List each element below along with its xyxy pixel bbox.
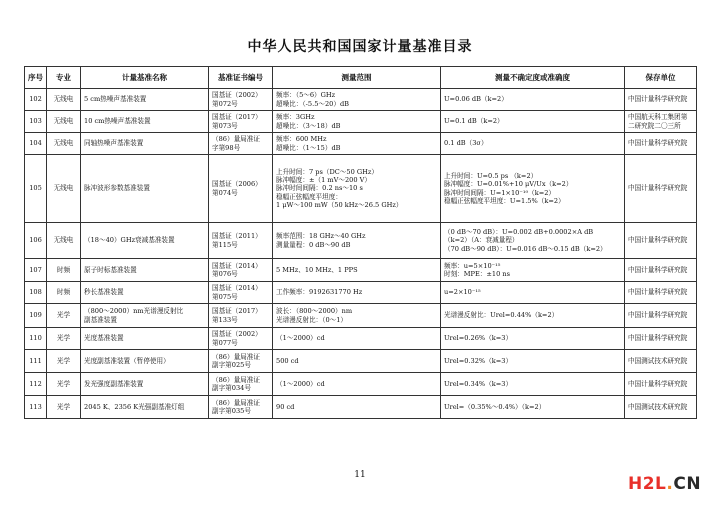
cell-unit: 中国航天科工集团第 二研究院二〇三所 — [625, 111, 697, 133]
table-row — [25, 396, 697, 419]
cell-uncertainty: 上升时间：U=0.5 ps （k=2） 脉冲幅度：U=0.01%+10 μV/Ux（k=2） 脉冲时间间隔：U=1×10⁻¹⁰（k=2） 稳幅正弦幅度平坦度：U=1.5%（k=2） — [441, 155, 625, 223]
cell-cert: （86）量局准证 副字第035号 — [209, 396, 273, 419]
column-header: 序号 — [25, 67, 47, 89]
cell-field: 光学 — [47, 304, 81, 328]
watermark-logo — [628, 474, 701, 494]
cell-field: 光学 — [47, 373, 81, 396]
cell-range: （1～2000）cd — [273, 328, 441, 350]
cell-unit: 中国计量科学研究院 — [625, 328, 697, 350]
cell-range: 频率：600 MHz 超噪比：（1～15）dB — [273, 133, 441, 155]
cell-uncertainty: 0.1 dB（3σ） — [441, 133, 625, 155]
cell-name: 同轴热噪声基准装置 — [81, 133, 209, 155]
cell-range: （1～2000）cd — [273, 373, 441, 396]
cell-uncertainty: Urel=0.34%（k=3） — [441, 373, 625, 396]
watermark-text: H2L — [628, 474, 667, 494]
column-header: 专业 — [47, 67, 81, 89]
cell-uncertainty: u=2×10⁻¹⁵ — [441, 282, 625, 304]
cell-uncertainty: U=0.1 dB（k=2） — [441, 111, 625, 133]
table-row — [25, 223, 697, 259]
cell-field: 时频 — [47, 259, 81, 282]
cell-unit: 中国测试技术研究院 — [625, 396, 697, 419]
cell-cert: 国基证（2006） 第074号 — [209, 155, 273, 223]
cell-no: 111 — [25, 350, 47, 373]
cell-field: 无线电 — [47, 155, 81, 223]
cell-unit: 中国测试技术研究院 — [625, 350, 697, 373]
cell-name: 光度副基准装置（暂停使用） — [81, 350, 209, 373]
cell-cert: （86）量局准证 字第98号 — [209, 133, 273, 155]
cell-unit: 中国计量科学研究院 — [625, 133, 697, 155]
cell-cert: 国基证（2011） 第115号 — [209, 223, 273, 259]
cell-field: 无线电 — [47, 133, 81, 155]
cell-no: 104 — [25, 133, 47, 155]
cell-name: （800～2000）nm光谱漫反射比 副基准装置 — [81, 304, 209, 328]
watermark-domain: CN — [673, 474, 702, 494]
column-header: 基准证书编号 — [209, 67, 273, 89]
cell-uncertainty: Urel=0.32%（k=3） — [441, 350, 625, 373]
cell-unit: 中国计量科学研究院 — [625, 259, 697, 282]
cell-cert: 国基证（2014） 第075号 — [209, 282, 273, 304]
cell-field: 时频 — [47, 282, 81, 304]
cell-unit: 中国计量科学研究院 — [625, 304, 697, 328]
cell-no: 110 — [25, 328, 47, 350]
cell-unit: 中国计量科学研究院 — [625, 155, 697, 223]
standards-table — [24, 66, 697, 419]
cell-no: 106 — [25, 223, 47, 259]
cell-cert: （86）量局准证 副字第034号 — [209, 373, 273, 396]
cell-name: 脉冲波形参数基准装置 — [81, 155, 209, 223]
page-title: 中华人民共和国国家计量基准目录 — [247, 39, 473, 55]
cell-field: 无线电 — [47, 223, 81, 259]
cell-no: 103 — [25, 111, 47, 133]
cell-unit: 中国计量科学研究院 — [625, 373, 697, 396]
cell-range: 5 MHz、10 MHz、1 PPS — [273, 259, 441, 282]
cell-unit: 中国计量科学研究院 — [625, 223, 697, 259]
column-header: 保存单位 — [625, 67, 697, 89]
cell-range: 500 cd — [273, 350, 441, 373]
cell-cert: 国基证（2014） 第076号 — [209, 259, 273, 282]
table-row — [25, 328, 697, 350]
cell-range: 工作频率：9192631770 Hz — [273, 282, 441, 304]
column-header: 测量不确定度或准确度 — [441, 67, 625, 89]
cell-name: 10 cm热噪声基准装置 — [81, 111, 209, 133]
column-header: 计量基准名称 — [81, 67, 209, 89]
table-row — [25, 111, 697, 133]
table-row — [25, 133, 697, 155]
cell-cert: 国基证（2002） 第072号 — [209, 89, 273, 111]
cell-field: 光学 — [47, 328, 81, 350]
cell-name: 2045 K、2356 K光强副基准灯组 — [81, 396, 209, 419]
cell-name: 秒长基准装置 — [81, 282, 209, 304]
table-header-row — [25, 67, 697, 89]
cell-no: 109 — [25, 304, 47, 328]
table-row — [25, 155, 697, 223]
cell-cert: 国基证（2017） 第133号 — [209, 304, 273, 328]
cell-field: 无线电 — [47, 89, 81, 111]
table-row — [25, 282, 697, 304]
cell-range: 波长：（800～2000）nm 光谱漫反射比：（0～1） — [273, 304, 441, 328]
cell-cert: 国基证（2017） 第073号 — [209, 111, 273, 133]
page-number: 11 — [354, 470, 366, 480]
cell-range: 频率：（5～6）GHz 超噪比：（-5.5～20）dB — [273, 89, 441, 111]
cell-field: 无线电 — [47, 111, 81, 133]
cell-cert: 国基证（2002） 第077号 — [209, 328, 273, 350]
cell-name: 原子时标基准装置 — [81, 259, 209, 282]
cell-range: 上升时间：7 ps（DC～50 GHz） 脉冲幅度：±（1 mV～200 V） 脉冲时间间隔：0.2 ns～10 s 稳幅正弦幅度平坦度： 1 μW～100 mW（50 kHz～26.5 GHz） — [273, 155, 441, 223]
cell-uncertainty: Urel=0.26%（k=3） — [441, 328, 625, 350]
watermark-dot: . — [666, 474, 674, 494]
cell-uncertainty: 光谱漫反射比：Urel=0.44%（k=2） — [441, 304, 625, 328]
cell-no: 113 — [25, 396, 47, 419]
table-row — [25, 259, 697, 282]
cell-name: 光度基准装置 — [81, 328, 209, 350]
cell-no: 107 — [25, 259, 47, 282]
cell-uncertainty: 频率：u=5×10⁻¹⁵ 时刻：MPE：±10 ns — [441, 259, 625, 282]
table-row — [25, 373, 697, 396]
cell-unit: 中国计量科学研究院 — [625, 282, 697, 304]
column-header: 测量范围 — [273, 67, 441, 89]
cell-range: 频率：3GHz 超噪比：（3～18）dB — [273, 111, 441, 133]
cell-field: 光学 — [47, 396, 81, 419]
table-row — [25, 350, 697, 373]
cell-range: 90 cd — [273, 396, 441, 419]
cell-name: 5 cm热噪声基准装置 — [81, 89, 209, 111]
cell-no: 112 — [25, 373, 47, 396]
cell-no: 105 — [25, 155, 47, 223]
cell-field: 光学 — [47, 350, 81, 373]
cell-no: 108 — [25, 282, 47, 304]
table-row — [25, 89, 697, 111]
cell-no: 102 — [25, 89, 47, 111]
cell-cert: （86）量局准证 副字第025号 — [209, 350, 273, 373]
cell-uncertainty: U=0.06 dB（k=2） — [441, 89, 625, 111]
cell-range: 频率范围：18 GHz～40 GHz 测量量程：0 dB～90 dB — [273, 223, 441, 259]
table-row — [25, 304, 697, 328]
cell-uncertainty: Urel=（0.35%～0.4%）（k=2） — [441, 396, 625, 419]
cell-unit: 中国计量科学研究院 — [625, 89, 697, 111]
cell-name: 发光强度副基准装置 — [81, 373, 209, 396]
cell-name: （18～40）GHz衰减基准装置 — [81, 223, 209, 259]
cell-uncertainty: （0 dB～70 dB）：U=0.002 dB+0.0002×A dB （k=2）（A：衰减量程） （70 dB～90 dB）：U=0.016 dB～0.15 dB（k=2） — [441, 223, 625, 259]
